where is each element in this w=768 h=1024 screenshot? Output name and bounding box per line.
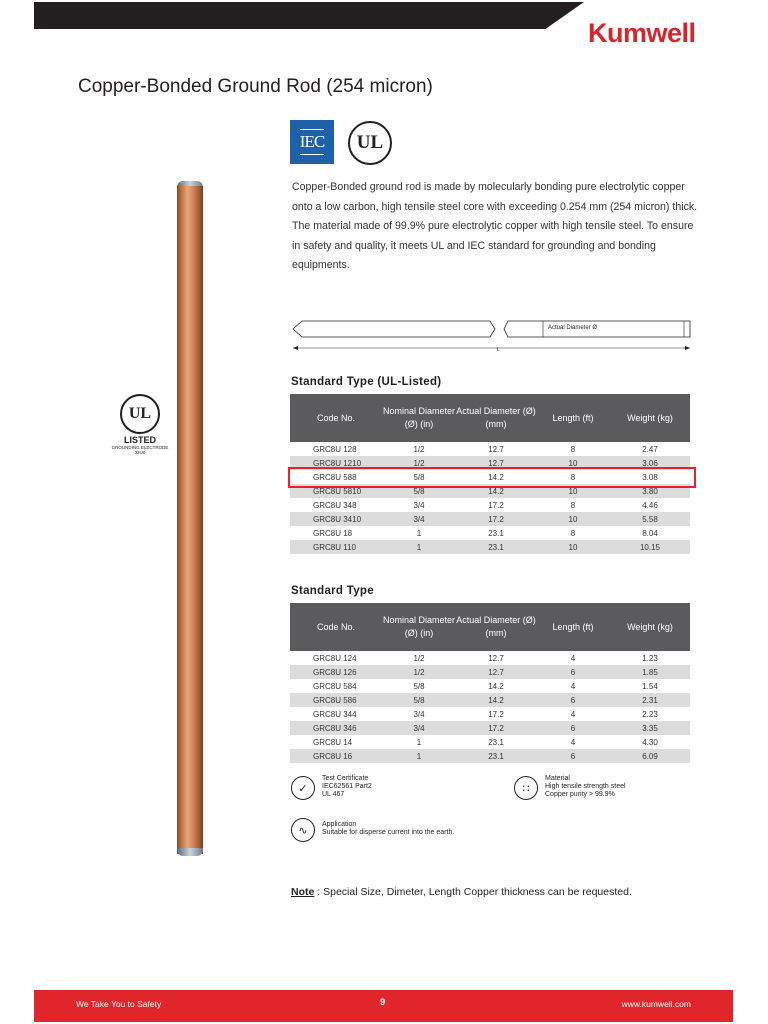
application-info [322, 821, 454, 837]
col-code: Code No. [290, 394, 382, 442]
footer-slogan: We Take You to Safety [76, 999, 162, 1009]
table-cell: 2.47 [610, 442, 690, 456]
page-title: Copper-Bonded Ground Rod (254 micron) [78, 76, 433, 97]
rod-diagram [290, 315, 696, 355]
test-cert-title: Test Certificate [322, 775, 369, 782]
table-cell: GRC8U 14 [290, 735, 382, 749]
note-text: : Special Size, Dimeter, Length Copper thickness can be requested. [314, 886, 632, 898]
table-cell: 14.2 [456, 470, 536, 484]
rod-bottom [177, 848, 203, 856]
test-certificate-info [322, 775, 372, 799]
material-line1: High tensile strength steel [545, 783, 626, 790]
col-length: Length (ft) [536, 394, 610, 442]
table-cell: 10 [536, 540, 610, 554]
table-cell: 1.85 [610, 665, 690, 679]
table-row [290, 707, 690, 721]
table-cell: 6.09 [610, 749, 690, 763]
table-cell: 12.7 [456, 456, 536, 470]
table-cell: 17.2 [456, 721, 536, 735]
table-cell: 4.30 [610, 735, 690, 749]
ul-mark: UL [120, 394, 160, 434]
diameter-label: Actual Diameter Ø [548, 325, 598, 331]
material-icon: ∷ [514, 776, 538, 800]
table-cell: 10.15 [610, 540, 690, 554]
table-cell: GRC8U 126 [290, 665, 382, 679]
table-cell: 6 [536, 693, 610, 707]
material-title: Material [545, 775, 570, 782]
table-row [290, 679, 690, 693]
section1-title: Standard Type (UL-Listed) [291, 376, 442, 388]
section2-title: Standard Type [291, 585, 374, 597]
ul-listed-badge [100, 394, 180, 455]
listed-label: LISTED [123, 435, 156, 445]
table-cell: GRC8U 128 [290, 442, 382, 456]
table-cell: 23.1 [456, 749, 536, 763]
listed-sub1: GROUNDING ELECTRODE [111, 445, 169, 450]
table-cell: 1/2 [382, 456, 456, 470]
note [291, 886, 632, 898]
table-cell: GRC8U 110 [290, 540, 382, 554]
table-cell: 10 [536, 512, 610, 526]
table-cell: 3.35 [610, 721, 690, 735]
table-cell: 8.04 [610, 526, 690, 540]
table-cell: 12.7 [456, 442, 536, 456]
table-row [290, 693, 690, 707]
table-cell: GRC8U 348 [290, 498, 382, 512]
table-cell: GRC8U 586 [290, 693, 382, 707]
table-cell: 1 [382, 749, 456, 763]
table-cell: 4 [536, 735, 610, 749]
table-cell: GRC8U 18 [290, 526, 382, 540]
table-cell: 4 [536, 651, 610, 665]
table-cell: 6 [536, 665, 610, 679]
table-row [290, 735, 690, 749]
table-cell: 5.58 [610, 512, 690, 526]
table-cell: GRC8U 584 [290, 679, 382, 693]
table-cell: GRC8U 124 [290, 651, 382, 665]
table-cell: 23.1 [456, 526, 536, 540]
table-cell: 8 [536, 470, 610, 484]
table-cell: 10 [536, 484, 610, 498]
table-cell: 2.23 [610, 707, 690, 721]
table-row [290, 442, 690, 456]
col-actual: Actual Diameter (Ø) (mm) [456, 394, 536, 442]
test-cert-line2: UL 467 [322, 791, 345, 798]
table-cell: 3.08 [610, 470, 690, 484]
table-cell: 17.2 [456, 512, 536, 526]
table-cell: 2.31 [610, 693, 690, 707]
ul-logo: UL [348, 121, 392, 165]
table-cell: 14.2 [456, 484, 536, 498]
table-row [290, 665, 690, 679]
table-cell: 5/8 [382, 693, 456, 707]
table-cell: 3.06 [610, 456, 690, 470]
table-cell: 17.2 [456, 707, 536, 721]
ground-rod-image [177, 186, 203, 854]
table-row [290, 651, 690, 665]
table-cell: 12.7 [456, 665, 536, 679]
table-cell: 1.54 [610, 679, 690, 693]
footer-url[interactable]: www.kumwell.com [621, 999, 691, 1009]
table-cell: 1/2 [382, 665, 456, 679]
col-weight: Weight (kg) [610, 603, 690, 651]
application-icon: ∿ [291, 818, 315, 842]
table-cell: GRC8U 16 [290, 749, 382, 763]
standard-table [290, 603, 690, 763]
listed-sub2: 32U0 [134, 450, 146, 455]
table-cell: 23.1 [456, 735, 536, 749]
material-line2: Copper purity > 99.9% [545, 791, 615, 798]
table-cell: 5/8 [382, 484, 456, 498]
table-cell: 1.23 [610, 651, 690, 665]
table-cell: 4 [536, 679, 610, 693]
table-cell: 5/8 [382, 470, 456, 484]
table-cell: 6 [536, 749, 610, 763]
length-label: L [497, 347, 500, 353]
test-cert-line1: IEC62561 Part2 [322, 783, 372, 790]
col-actual: Actual Diameter (Ø) (mm) [456, 603, 536, 651]
table-cell: 14.2 [456, 679, 536, 693]
table-cell: 8 [536, 526, 610, 540]
col-code: Code No. [290, 603, 382, 651]
table-row [290, 498, 690, 512]
table-cell: 12.7 [456, 651, 536, 665]
iec-logo: IEC [290, 120, 334, 164]
table-cell: 4 [536, 707, 610, 721]
table-cell: 3/4 [382, 721, 456, 735]
table-cell: GRC8U 588 [290, 470, 382, 484]
table-cell: 3/4 [382, 498, 456, 512]
table-cell: 1/2 [382, 442, 456, 456]
table-cell: 17.2 [456, 498, 536, 512]
col-nominal: Nominal Diameter (Ø) (in) [382, 394, 456, 442]
footer [34, 990, 733, 1022]
table-cell: 3/4 [382, 512, 456, 526]
table-cell: GRC8U 5810 [290, 484, 382, 498]
table-row [290, 540, 690, 554]
table-cell: GRC8U 346 [290, 721, 382, 735]
table-cell: 10 [536, 456, 610, 470]
brand-logo: Kumwell [588, 18, 696, 48]
table-row [290, 512, 690, 526]
table-cell: 3.80 [610, 484, 690, 498]
table-cell: 1/2 [382, 651, 456, 665]
application-line1: Suitable for disperse current into the earth. [322, 829, 455, 836]
certificate-icon: ✓ [291, 776, 315, 800]
table-cell: 3/4 [382, 707, 456, 721]
col-nominal: Nominal Diameter (Ø) (in) [382, 603, 456, 651]
table-row [290, 749, 690, 763]
table-cell: 8 [536, 498, 610, 512]
table-cell: 23.1 [456, 540, 536, 554]
table-cell: 14.2 [456, 693, 536, 707]
table-cell: 5/8 [382, 679, 456, 693]
product-description: Copper-Bonded ground rod is made by molecularly bonding pure electrolytic copper onto a low carbon, high tensile steel core with exceeding 0.254 mm (254 micron) thick. The material made of 99.9% pure electrolytic copper with high tensile steel. To ensure in safety and quality, it meets UL and IEC standard for grounding and bonding equipments. [292, 181, 698, 271]
header-bar [34, 2, 584, 29]
table-cell: 1 [382, 735, 456, 749]
table-row [290, 721, 690, 735]
table-cell: 6 [536, 721, 610, 735]
col-length: Length (ft) [536, 603, 610, 651]
note-label: Note [291, 886, 315, 898]
material-info [545, 775, 626, 799]
table-row [290, 526, 690, 540]
col-weight: Weight (kg) [610, 394, 690, 442]
application-title: Application [322, 821, 357, 828]
table-cell: 1 [382, 526, 456, 540]
highlight-box [288, 467, 696, 488]
table-cell: 1 [382, 540, 456, 554]
table-cell: GRC8U 3410 [290, 512, 382, 526]
page-number: 9 [380, 997, 386, 1008]
table-cell: GRC8U 344 [290, 707, 382, 721]
table-cell: 4.46 [610, 498, 690, 512]
table-cell: 8 [536, 442, 610, 456]
table-cell: GRC8U 1210 [290, 456, 382, 470]
